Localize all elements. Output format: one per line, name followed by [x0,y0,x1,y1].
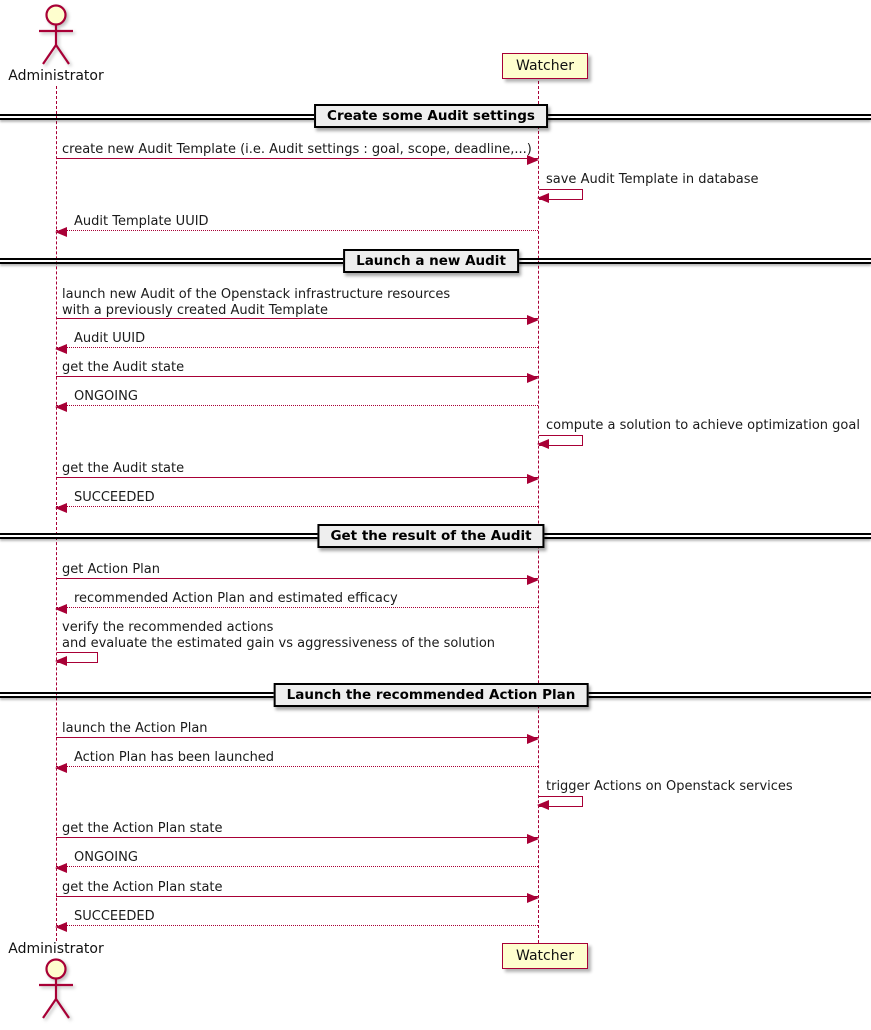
msg-launch-new-audit-text: launch new Audit of the Openstack infrastructure resources with a previously created Audit Template [62,287,451,318]
msg-succeeded-1-arrow [56,506,538,507]
arrowhead-right-icon [527,315,539,325]
msg-get-audit-state-2-arrow [56,477,538,478]
msg-launch-action-plan-arrow [56,737,538,738]
administrator-actor-icon [35,4,77,68]
msg-get-action-plan-state-2-arrow [56,896,538,897]
msg-get-action-plan-arrow [56,578,538,579]
msg-launch-new-audit-arrow [56,318,538,319]
arrowhead-left-icon [537,193,549,203]
msg-action-plan-launched-text: Action Plan has been launched [74,750,275,765]
msg-get-action-plan-text: get Action Plan [62,562,160,577]
msg-trigger-actions-selfloop [539,796,583,807]
msg-verify-actions-text: verify the recommended actions and evaluate the estimated gain vs aggressiveness of the solution [62,620,496,651]
msg-get-action-plan-state-1-text: get the Action Plan state [62,821,223,836]
lifeline-administrator [56,86,57,941]
arrowhead-left-icon [537,439,549,449]
arrowhead-right-icon [527,893,539,903]
administrator-label-top: Administrator [8,68,104,84]
msg-succeeded-2-text: SUCCEEDED [74,909,155,924]
lifeline-watcher [538,81,539,943]
arrowhead-left-icon [55,503,67,513]
divider-1-label: Create some Audit settings [314,104,548,128]
msg-audit-template-uuid-text: Audit Template UUID [74,214,209,229]
msg-action-plan-launched-arrow [56,766,538,767]
msg-ongoing-2-arrow [56,866,538,867]
divider-3-label: Get the result of the Audit [317,524,544,548]
arrowhead-left-icon [55,604,67,614]
msg-save-audit-template-text: save Audit Template in database [546,172,759,187]
msg-compute-solution-text: compute a solution to achieve optimization goal [546,418,860,433]
divider-2-label: Launch a new Audit [343,249,519,273]
administrator-label-bottom: Administrator [8,941,104,957]
arrowhead-left-icon [55,402,67,412]
msg-launch-action-plan-text: launch the Action Plan [62,721,208,736]
msg-get-audit-state-2-text: get the Audit state [62,461,185,476]
arrowhead-left-icon [55,656,67,666]
arrowhead-left-icon [55,763,67,773]
arrowhead-right-icon [527,834,539,844]
msg-succeeded-1-text: SUCCEEDED [74,490,155,505]
msg-ongoing-1-arrow [56,405,538,406]
msg-save-audit-template-selfloop [539,189,583,200]
arrowhead-right-icon [527,155,539,165]
arrowhead-right-icon [527,575,539,585]
msg-succeeded-2-arrow [56,925,538,926]
msg-create-audit-template-arrow [56,158,538,159]
arrowhead-right-icon [527,474,539,484]
arrowhead-left-icon [55,227,67,237]
arrowhead-right-icon [527,734,539,744]
arrowhead-left-icon [55,922,67,932]
msg-ongoing-1-text: ONGOING [74,389,138,404]
msg-get-audit-state-1-arrow [56,376,538,377]
msg-recommended-action-plan-text: recommended Action Plan and estimated efficacy [74,591,398,606]
arrowhead-right-icon [527,373,539,383]
participant-watcher-bottom: Watcher [502,943,588,969]
msg-get-audit-state-1-text: get the Audit state [62,360,185,375]
msg-audit-uuid-text: Audit UUID [74,331,146,346]
arrowhead-left-icon [537,800,549,810]
participant-watcher-top: Watcher [502,53,588,79]
msg-trigger-actions-text: trigger Actions on Openstack services [546,779,793,794]
msg-get-action-plan-state-1-arrow [56,837,538,838]
msg-ongoing-2-text: ONGOING [74,850,138,865]
arrowhead-left-icon [55,344,67,354]
msg-create-audit-template-text: create new Audit Template (i.e. Audit settings : goal, scope, deadline,...) [62,142,532,157]
divider-4-label: Launch the recommended Action Plan [274,683,589,707]
administrator-actor-icon [35,958,77,1022]
arrowhead-left-icon [55,863,67,873]
msg-audit-template-uuid-arrow [56,230,538,231]
msg-get-action-plan-state-2-text: get the Action Plan state [62,880,223,895]
msg-compute-solution-selfloop [539,435,583,446]
msg-audit-uuid-arrow [56,347,538,348]
msg-recommended-action-plan-arrow [56,607,538,608]
msg-verify-actions-selfloop [57,652,98,663]
